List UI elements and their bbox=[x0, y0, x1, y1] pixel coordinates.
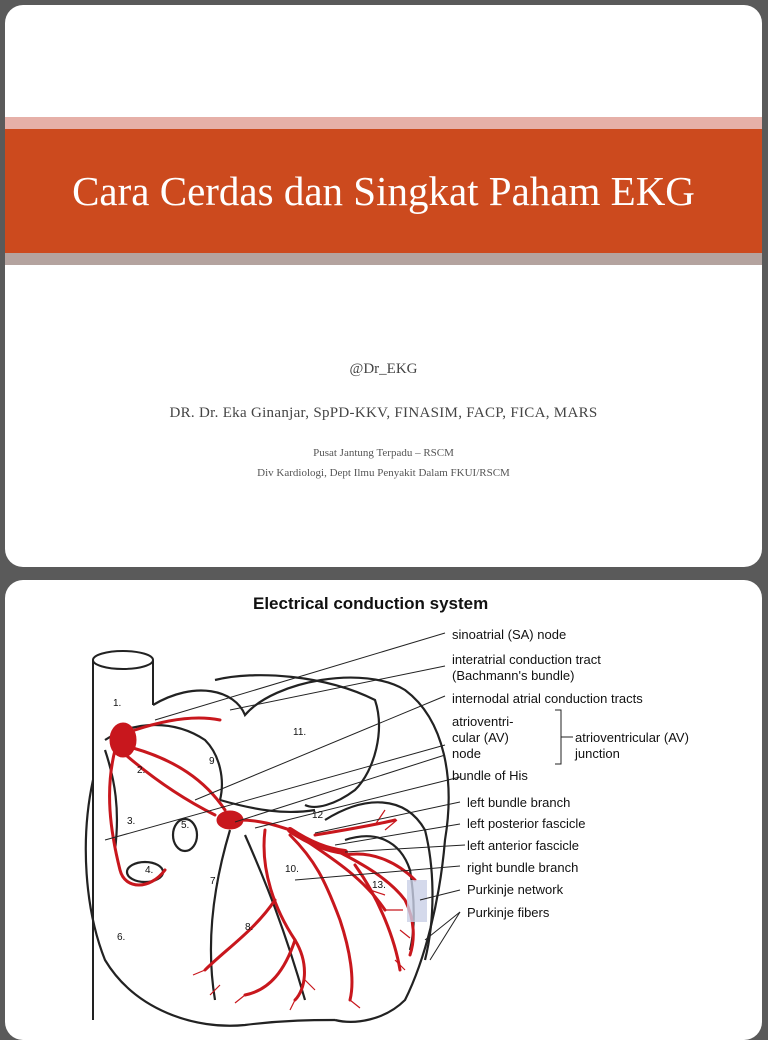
av-node-mark bbox=[218, 812, 242, 828]
institution-line-2: Div Kardiologi, Dept Ilmu Penyakit Dalam FKUI/RSCM bbox=[257, 467, 510, 479]
label-av-3: node bbox=[452, 746, 481, 761]
diagram-title: Electrical conduction system bbox=[253, 594, 489, 613]
region-number-4: 4. bbox=[145, 865, 154, 876]
conduction-diagram-slide bbox=[5, 580, 762, 1040]
label-left-posterior: left posterior fascicle bbox=[467, 816, 586, 831]
conduction-system bbox=[110, 718, 415, 1000]
region-number-5: 5. bbox=[181, 820, 190, 831]
region-number-10: 10. bbox=[285, 864, 299, 875]
label-sa-node: sinoatrial (SA) node bbox=[452, 627, 567, 642]
region-number-13: 13. bbox=[372, 880, 386, 891]
region-number-6: 6. bbox=[117, 932, 126, 943]
region-number-8: 8. bbox=[245, 922, 254, 933]
title-band-accent-top bbox=[5, 117, 762, 129]
label-right-bundle: right bundle branch bbox=[467, 860, 579, 875]
region-number-1: 1. bbox=[113, 698, 122, 709]
region-number-9: 9 bbox=[209, 756, 215, 767]
label-purkinje-fibers: Purkinje fibers bbox=[467, 905, 550, 920]
purkinje-network-highlight bbox=[407, 880, 427, 922]
region-number-2: 2. bbox=[137, 765, 146, 776]
slide-title: Cara Cerdas dan Singkat Paham EKG bbox=[72, 168, 695, 214]
label-purkinje-network: Purkinje network bbox=[467, 882, 564, 897]
title-band-accent-bottom bbox=[5, 253, 762, 265]
region-number-11: 11. bbox=[293, 727, 307, 738]
twitter-handle: @Dr_EKG bbox=[349, 361, 418, 377]
label-internodal: internodal atrial conduction tracts bbox=[452, 691, 643, 706]
label-left-anterior: left anterior fascicle bbox=[467, 838, 579, 853]
author-name: DR. Dr. Eka Ginanjar, SpPD-KKV, FINASIM, FACP, FICA, MARS bbox=[169, 405, 598, 421]
region-number-3: 3. bbox=[127, 816, 136, 827]
label-interatrial-1: interatrial conduction tract bbox=[452, 652, 601, 667]
title-slide bbox=[5, 5, 762, 567]
label-bundle-his: bundle of His bbox=[452, 768, 528, 783]
label-av-junction-1: atrioventricular (AV) bbox=[575, 730, 689, 745]
label-av-1: atrioventri- bbox=[452, 714, 514, 729]
vena-cava bbox=[93, 651, 153, 1020]
label-av-junction-2: junction bbox=[575, 746, 620, 761]
label-left-bundle: left bundle branch bbox=[467, 795, 571, 810]
institution-line-1: Pusat Jantung Terpadu – RSCM bbox=[313, 447, 454, 459]
heart-conduction-diagram bbox=[5, 580, 762, 1040]
region-number-7: 7. bbox=[210, 876, 219, 887]
region-number-12: 12 bbox=[312, 810, 324, 821]
label-interatrial-2: (Bachmann's bundle) bbox=[452, 668, 575, 683]
label-av-2: cular (AV) bbox=[452, 730, 509, 745]
